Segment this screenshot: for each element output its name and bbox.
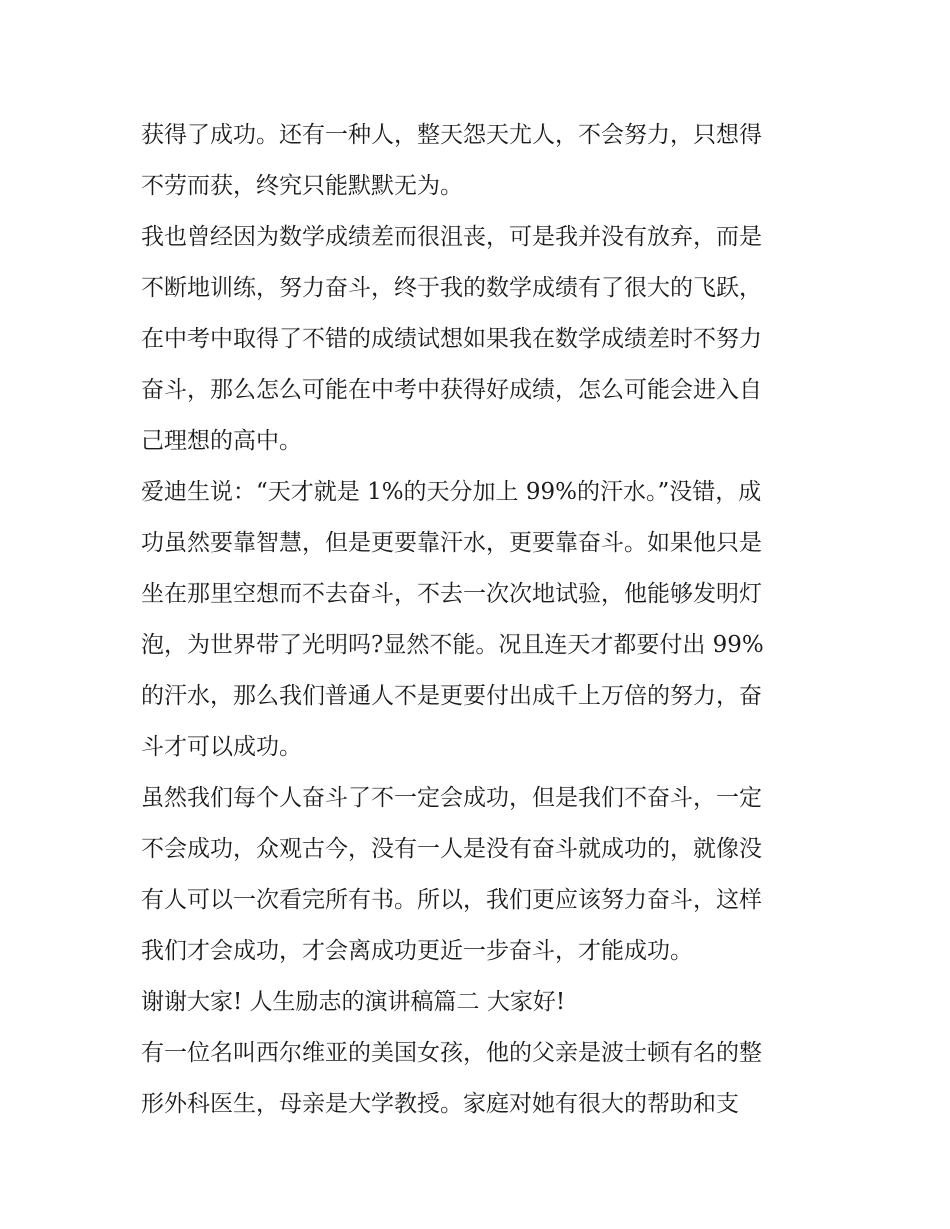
text-line: 奋斗，那么怎么可能在中考中获得好成绩，怎么可能会进入自 [141, 377, 762, 403]
text-line: 的汗水，那么我们普通人不是更要付出成千上万倍的努力，奋 [141, 683, 762, 709]
text-line: 在中考中取得了不错的成绩试想如果我在数学成绩差时不努力 [141, 326, 762, 352]
text-line: 己理想的高中。 [141, 428, 302, 454]
text-line: 有人可以一次看完所有书。所以，我们更应该努力奋斗，这样 [141, 887, 762, 913]
text-line: 获得了成功。还有一种人，整天怨天尤人，不会努力，只想得 [141, 122, 762, 148]
text-line: 我们才会成功，才会离成功更近一步奋斗，才能成功。 [141, 938, 693, 964]
text-line: 不劳而获，终究只能默默无为。 [141, 173, 463, 199]
text-line: 虽然我们每个人奋斗了不一定会成功，但是我们不奋斗，一定 [141, 785, 762, 811]
text-line: 有一位名叫西尔维亚的美国女孩，他的父亲是波士顿有名的整 [141, 1040, 762, 1066]
text-line: 斗才可以成功。 [141, 734, 302, 760]
text-line: 谢谢大家! 人生励志的演讲稿篇二 大家好! [141, 989, 566, 1015]
text-line: 形外科医生，母亲是大学教授。家庭对她有很大的帮助和支 [141, 1091, 739, 1117]
text-line: 不会成功，众观古今，没有一人是没有奋斗就成功的，就像没 [141, 836, 762, 862]
text-line: 爱迪生说：“天才就是 1%的天分加上 99%的汗水。”没错，成 [141, 479, 762, 505]
text-line: 功虽然要靠智慧，但是更要靠汗水，更要靠奋斗。如果他只是 [141, 530, 762, 556]
body-text [141, 110, 813, 1130]
text-line: 我也曾经因为数学成绩差而很沮丧，可是我并没有放弃，而是 [141, 224, 762, 250]
text-line: 泡，为世界带了光明吗?显然不能。况且连天才都要付出 99% [141, 632, 764, 658]
text-line: 坐在那里空想而不去奋斗，不去一次次地试验，他能够发明灯 [141, 581, 762, 607]
text-line: 不断地训练，努力奋斗，终于我的数学成绩有了很大的飞跃， [141, 275, 762, 301]
